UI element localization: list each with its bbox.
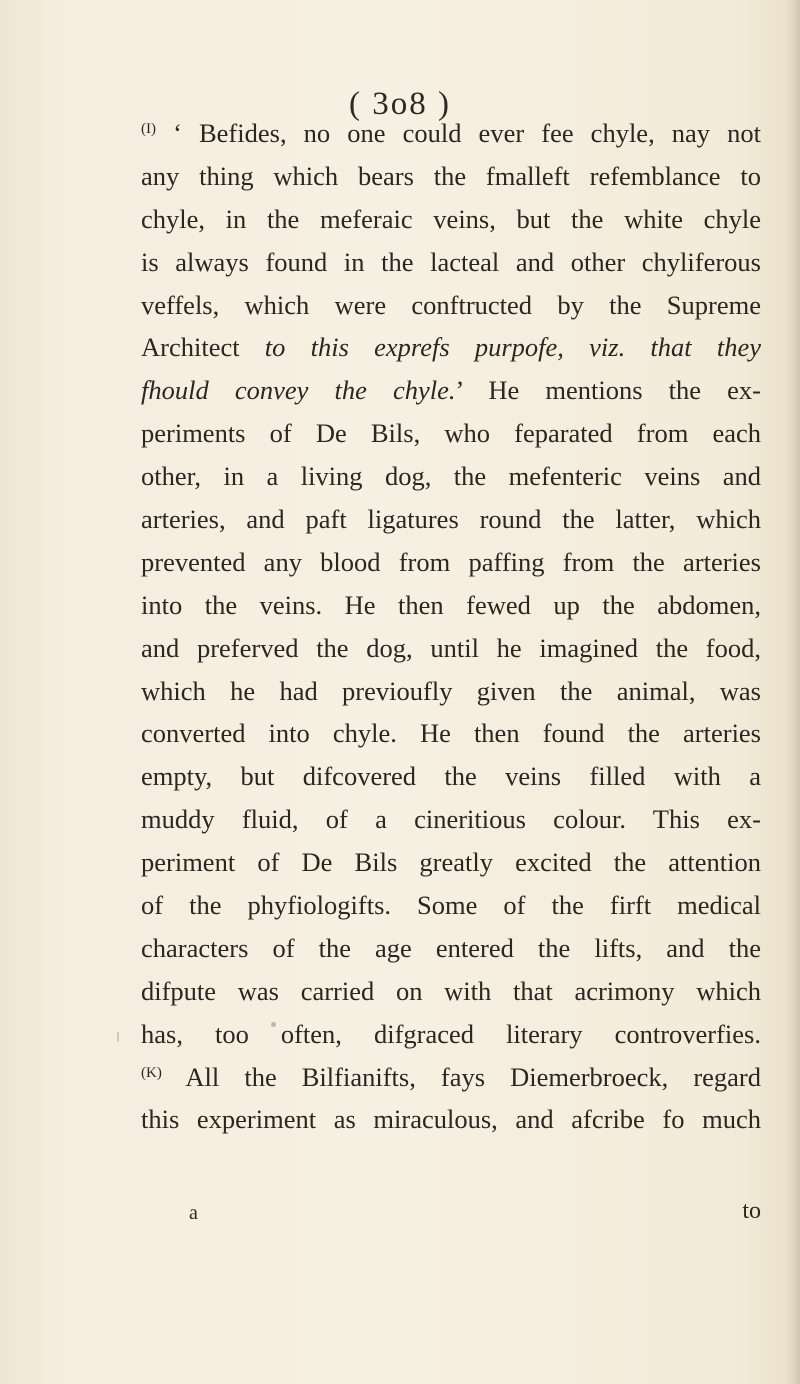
text-line: characters of the age entered the lifts, and the <box>141 932 761 963</box>
ink-speck <box>271 1022 276 1027</box>
text-line: prevented any blood from paffing from the arteries <box>141 546 761 577</box>
text-line: into the veins. He then fewed up the abdomen, <box>141 589 761 620</box>
text-line: which he had previoufly given the animal, was <box>141 675 761 706</box>
page-footer <box>141 1198 761 1238</box>
text-line: converted into chyle. He then found the arteries <box>141 718 761 749</box>
text-line: this experiment as miraculous, and afcribe fo much <box>141 1104 761 1135</box>
ink-speck <box>117 1032 119 1042</box>
text-line: fhould convey the chyle.’ He mentions the ex- <box>141 375 761 406</box>
text-line: periments of De Bils, who feparated from each <box>141 418 761 449</box>
text-line: and preferved the dog, until he imagined the food, <box>141 632 761 663</box>
text-line: other, in a living dog, the mefenteric veins and <box>141 461 761 492</box>
text-line: periment of De Bils greatly excited the attention <box>141 847 761 878</box>
text-line: any thing which bears the fmalleft refemblance to <box>141 160 761 191</box>
text-line: muddy fluid, of a cineritious colour. This ex- <box>141 804 761 835</box>
page-header: ( 3o8 ) <box>349 86 451 122</box>
text-line: Architect to this exprefs purpofe, viz. that they <box>141 332 761 363</box>
text-line: difpute was carried on with that acrimony which <box>141 975 761 1006</box>
text-line: $^{(K)}$ All the Bilfianifts, fays Diemerbroeck, regard <box>141 1061 761 1092</box>
text-line: is always found in the lacteal and other chyliferous <box>141 246 761 277</box>
signature-mark: a <box>189 1202 198 1224</box>
text-line: has, too often, difgraced literary controverfies. <box>141 1018 761 1049</box>
page-edge-shadow <box>786 0 800 1384</box>
catchword: to <box>742 1198 761 1224</box>
body-text <box>141 112 761 1141</box>
text-line: chyle, in the meferaic veins, but the white chyle <box>141 203 761 234</box>
text-line: $^{(I)}$ ‘ Befides, no one could ever fee chyle, nay not <box>141 118 761 148</box>
text-line: arteries, and paft ligatures round the latter, which <box>141 504 761 535</box>
text-line: empty, but difcovered the veins filled with a <box>141 761 761 792</box>
text-line: veffels, which were conftructed by the Supreme <box>141 289 761 320</box>
text-line: of the phyfiologifts. Some of the firft medical <box>141 890 761 921</box>
